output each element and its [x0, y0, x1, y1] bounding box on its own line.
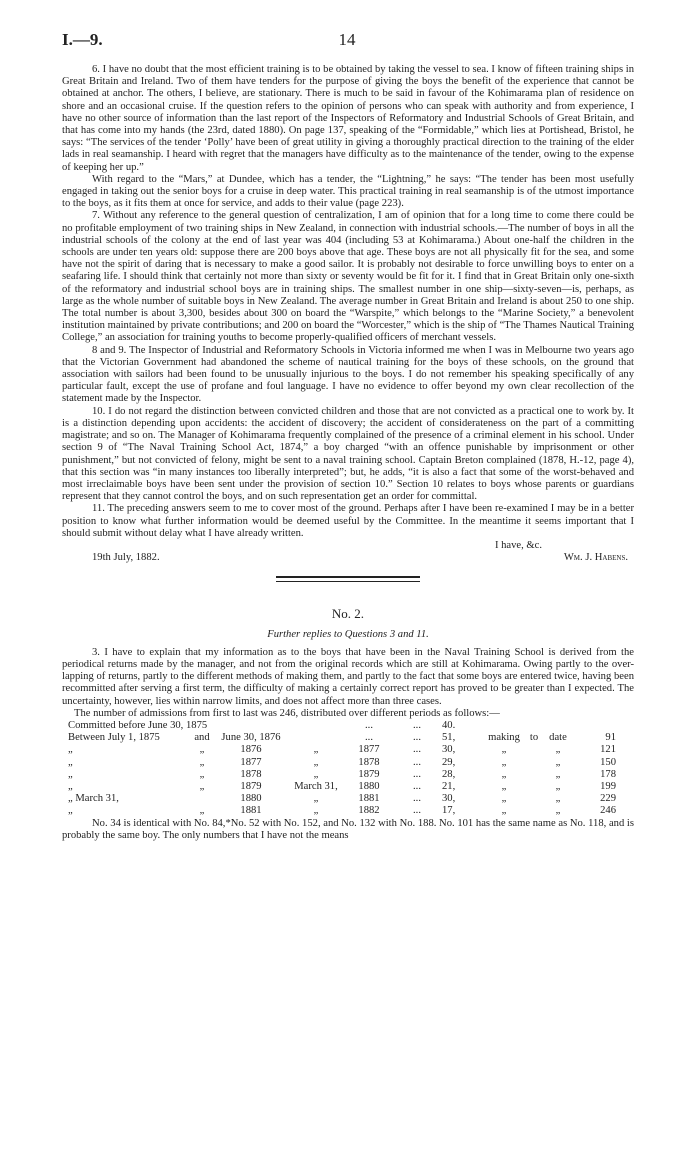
table-cell: 1880 [240, 793, 262, 805]
table-row [68, 793, 616, 805]
table-cell: „ [68, 744, 73, 756]
table-cell: ... [365, 732, 373, 744]
table-cell [526, 769, 542, 781]
table-row [68, 757, 616, 769]
table-cell: 229 [600, 793, 616, 805]
table-cell: „ [555, 768, 561, 780]
table-cell: „ [313, 768, 319, 780]
table-cell: ... [413, 793, 421, 805]
table-cell: to [529, 732, 539, 744]
table-cell [526, 720, 542, 732]
table-cell: „ [199, 805, 205, 817]
letter-date: 19th July, 1882. [92, 552, 160, 564]
admissions-intro: The number of admissions from first to last was 246, distributed over different periods as follows:— [74, 707, 500, 719]
table-cell: 28, [442, 768, 456, 780]
signature-line [62, 552, 634, 564]
section-subtitle: Further replies to Questions 3 and 11. [267, 628, 429, 640]
table-cell: ... [365, 719, 373, 731]
table-cell: „ [313, 793, 319, 805]
table-cell: „ [501, 805, 507, 817]
table-row [68, 744, 616, 756]
table-cell: „ [199, 756, 205, 768]
document-body [62, 64, 634, 842]
paragraph-11: 11. The preceding answers seem to me to cover most of the ground. Perhaps after I have been re-examined I may be in a better position to know what further information would be deemed useful by the Committee. In the meantime it seems important that I should submit without delay what I have already written. [62, 503, 634, 539]
table-cell: 30, [442, 744, 456, 756]
table-cell: „ [501, 768, 507, 780]
table-cell: 178 [600, 768, 616, 780]
table-cell [542, 720, 574, 732]
table-cell [286, 732, 346, 744]
table-cell: „ March 31, [68, 793, 119, 805]
table-cell: „ [68, 768, 73, 780]
table-cell: 246 [600, 805, 616, 817]
table-cell: ... [413, 768, 421, 780]
table-cell [574, 720, 616, 732]
table-cell: 1881 [358, 793, 380, 805]
table-cell: „ [68, 756, 73, 768]
table-cell: date [549, 732, 567, 744]
table-cell: „ [555, 756, 561, 768]
section-divider [276, 576, 420, 582]
table-cell: „ [501, 793, 507, 805]
table-cell [526, 744, 542, 756]
table-cell: „ [501, 780, 507, 792]
table-cell [526, 781, 542, 793]
table-cell: ... [413, 805, 421, 817]
table-cell [526, 793, 542, 805]
closing-paragraph: No. 34 is identical with No. 84,*No. 52 with No. 152, and No. 132 with No. 188. No. 101 has the same name as No. 118, and is probably the same boy. The only numbers that I have not the means [62, 817, 634, 841]
series-number: I.—9. [62, 30, 103, 49]
table-cell: Committed before June 30, 1875 [68, 719, 208, 731]
table-cell: ... [413, 744, 421, 756]
table-cell: 1877 [240, 756, 262, 768]
table-cell: 1879 [240, 780, 262, 792]
table-row [68, 805, 616, 817]
table-cell: „ [555, 780, 561, 792]
table-cell: 21, [442, 780, 456, 792]
table-cell: 91 [605, 732, 616, 744]
table-cell: ... [413, 719, 421, 731]
admissions-table [68, 720, 616, 818]
paragraph-10: 10. I do not regard the distinction between convicted children and those that are not convicted as a practical one to work by. It is a distinction depending upon accidents: the accident of discovery; the accident of considerateness on the part of a committing magistrate; and so on. The Manager of Kohimarama frequently complained of the presence of a criminal element in his school. Under section 9 of “The Naval Training School Act, 1874,” a boy charged “with an offence punishable by imprisonment or other punishment,” but not convicted of felony, might be sent to a naval training school. Captain Breton complained (1878, H.-12, page 4), that this section was “in many instances too liberally interpreted”; but, he adds, “it is also a fact that some of the worst-behaved and most irreclaimable boys have been sent under the provision of section 10.” Section 10 relates to boys whose parents or guardians represent that they cannot control the boys, and on such representation get an order for committal. [62, 405, 634, 503]
table-cell: „ [313, 756, 319, 768]
page-number: 14 [338, 30, 356, 49]
table-cell: 1880 [358, 780, 380, 792]
table-cell: „ [555, 744, 561, 756]
section-number: No. 2. [331, 606, 365, 622]
table-cell: 30, [442, 793, 456, 805]
table-row [68, 732, 616, 744]
table-cell [526, 805, 542, 817]
table-cell: „ [68, 780, 73, 792]
table-cell: „ [313, 805, 319, 817]
table-cell: June 30, 1876 [221, 732, 281, 744]
table-cell: Between July 1, 1875 [68, 732, 160, 744]
paragraph-6: 6. I have no doubt that the most efficient training is to be obtained by taking the vessel to sea. I know of fifteen training ships in Great Britain and Ireland. Two of them have tenders for the purpose of giving the boys the benefit of the experience that cannot be obtained at anchor. The others, I believe, are stationary. There is much to be said in favour of the Kohimarama plan of residence on shore and an occasional cruise. If the question refers to the opinion of persons who can speak with authority and from experience, I have no other source of information than the last report of the Inspectors of Reformatory and Industrial Schools of Great Britain, and that has come into my hands (the 23rd, dated 1880). On page 137, speaking of the “Formidable,” which lies at Portishead, Bristol, he says: “The services of the tender ‘Polly’ have been of great utility in giving a thoroughly practical direction to the training of the elder lads in real seamanship. I heard with regret that the managers have difficulty as to the maintenance of the tender, owing to the expense of keeping her up.” [62, 64, 634, 173]
paragraph-3: 3. I have to explain that my information as to the boys that have been in the Naval Training School is derived from the periodical returns made by the manager, and not from the original records which are still at Kohimarama. Owing partly to the over-lapping of returns, partly to the different methods of making them, and partly to the fact that some boys are entered twice, having been recommitted after serving a first term, the difficulty of making a certainly correct report has proved to be greater than I expected. The uncertainty, however, lies within narrow limits, and does not affect more than three cases. [62, 646, 634, 707]
table-cell [526, 757, 542, 769]
table-cell: and [194, 732, 210, 744]
table-cell: „ [199, 744, 205, 756]
table-cell: 29, [442, 756, 456, 768]
table-cell: making [488, 732, 520, 744]
table-cell [188, 793, 216, 805]
table-cell: 17, [442, 805, 456, 817]
table-cell: 51, [442, 732, 456, 744]
table-row [68, 769, 616, 781]
table-cell: „ [501, 744, 507, 756]
table-cell: 199 [600, 780, 616, 792]
table-cell: 1879 [358, 768, 380, 780]
table-cell: „ [313, 744, 319, 756]
table-cell: 1882 [358, 805, 380, 817]
table-cell: 150 [600, 756, 616, 768]
table-cell: „ [199, 768, 205, 780]
table-cell: „ [555, 805, 561, 817]
table-cell: ... [413, 780, 421, 792]
table-cell [482, 720, 526, 732]
table-cell: 1878 [358, 756, 380, 768]
paragraph-7: 7. Without any reference to the general question of centralization, I am of opinion that for a long time to come there could be no profitable employment of two training ships in New Zealand, in connection with industrial schools.—The number of boys in all the industrial schools of the colony at the end of last year was 404 (including 53 at Kohimarama.) About one-half the children in the schools are under ten years old: suppose there are 200 boys above that age. These boys are not all physically fit for the sea, and some have not the spirit of daring that is necessary to make a good sailor. It is probably not desirable to force unwilling boys to enter on a seafaring life. I should think that certainly not more than sixty or seventy would be fit for it. I find that in Great Britain only one-sixth of the reformatory and industrial school boys are in training ships. The smallest number in one ship—sixty-seven—is, perhaps, as large as the whole number of suitable boys in New Zealand. The average number in Great Britain and Ireland is about 250 to one ship. The total number is about 3,300, besides about 300 on board the “Warspite,” which belongs to the “Marine Society,” a benevolent institution maintained by private contributions; and 200 on board the “Worcester,” which is the ship of “The Thames Nautical Training College,” an association for training youths to become properly-qualified officers of merchant vessels. [62, 210, 634, 344]
table-cell: 1881 [240, 805, 262, 817]
table-cell: „ [555, 793, 561, 805]
table-cell: „ [199, 780, 205, 792]
table-row [68, 720, 616, 732]
table-cell: ... [413, 756, 421, 768]
closing-salutation: I have, &c. [494, 539, 542, 551]
table-cell: 1877 [358, 744, 380, 756]
paragraph-6-cont: With regard to the “Mars,” at Dundee, which has a tender, the “Lightning,” he says: “The tender has been most usefully engaged in taking out the senior boys for a cruise in deep water. This practical training in real seamanship is of the utmost importance to the boys, as it fits them at once for service, and adds to their value (page 223). [62, 173, 634, 210]
table-row [68, 781, 616, 793]
page-header [62, 30, 632, 52]
table-cell: 1876 [240, 744, 262, 756]
table-cell: 121 [600, 744, 616, 756]
signatory-name: Wm. J. Habens. [563, 552, 628, 564]
table-cell: „ [501, 756, 507, 768]
table-cell: 40. [442, 719, 456, 731]
table-cell: ... [413, 732, 421, 744]
table-cell: „ [68, 805, 73, 817]
signature-block [62, 540, 634, 552]
table-cell: 1878 [240, 768, 262, 780]
table-cell: March 31, [294, 780, 338, 792]
paragraph-8-9: 8 and 9. The Inspector of Industrial and Reformatory Schools in Victoria informed me when I was in Melbourne two years ago that the Victorian Government had abandoned the scheme of nautical training for the boys of these schools, on the ground that association with sailors had been found to be unusually injurious to the boys. I do not remember his speaking specifically of any particular fault, except the use of profane and foul language. I have no evidence to offer beyond my own clear recollection of the statement made by the Inspector. [62, 344, 634, 405]
